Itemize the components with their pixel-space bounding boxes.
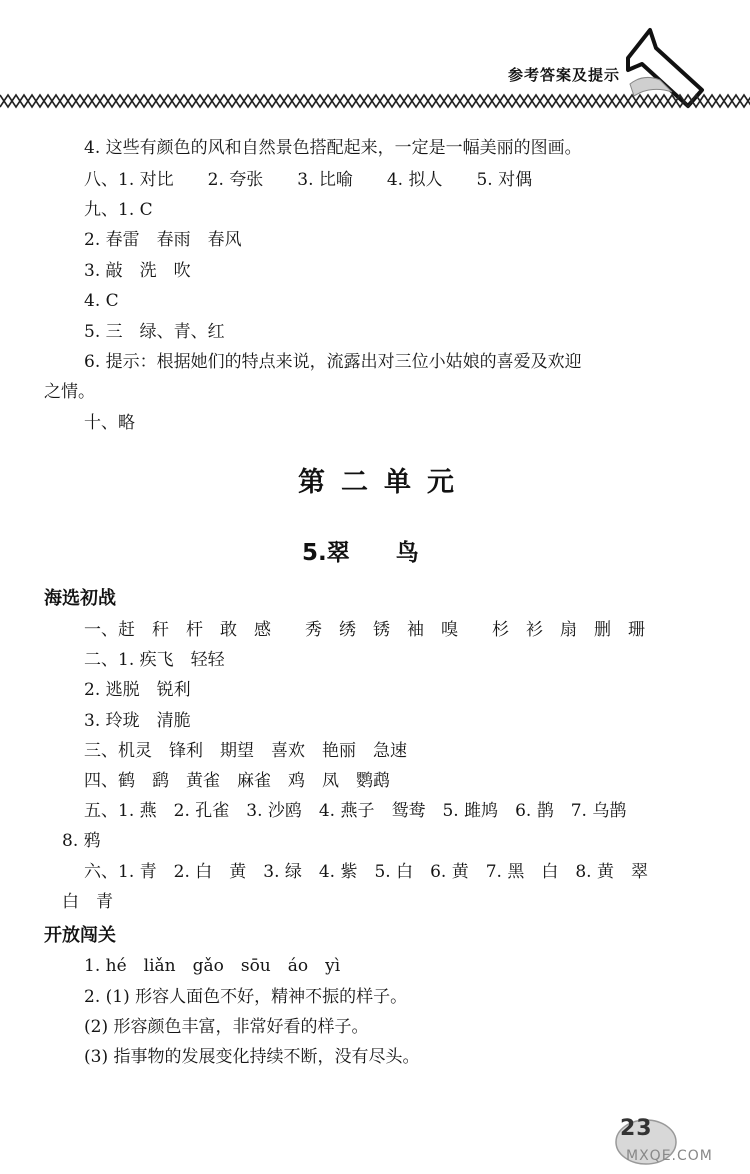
s1-line-6: 四、鹤 鹞 黄雀 麻雀 鸡 凤 鹦鹉 [84,771,390,791]
s1-line-8-cont: 白 青 [62,892,113,912]
s2-line-1: 1. hé liǎn gǎo sōu áo yì [84,956,341,976]
s1-line-3: 2. 逃脱 锐利 [84,680,191,700]
page-number: 23 [620,1116,653,1141]
lesson-title: 5.翠 鸟 [302,540,419,566]
answer-line-nine-5: 5. 三 绿、青、红 [84,322,225,342]
answer-line-ten: 十、略 [84,413,135,433]
section-heading-haixuan: 海选初战 [44,588,116,609]
s1-line-1: 一、赶 秆 杆 敢 感 秀 绣 锈 袖 嗅 杉 衫 扇 删 珊 [84,620,645,640]
s1-line-4: 3. 玲珑 清脆 [84,711,191,731]
s2-line-3: (2) 形容颜色丰富，非常好看的样子。 [84,1017,369,1037]
answer-line-4: 4. 这些有颜色的风和自然景色搭配起来，一定是一幅美丽的图画。 [84,138,582,158]
s1-line-2: 二、1. 疾飞 轻轻 [84,650,225,670]
answer-line-nine-6: 6. 提示：根据她们的特点来说，流露出对三位小姑娘的喜爱及欢迎 [84,352,582,372]
s1-line-7: 五、1. 燕 2. 孔雀 3. 沙鸥 4. 燕子 鸳鸯 5. 雎鸠 6. 鹊 7. 乌鹊 [84,801,627,821]
section-heading-kaifang: 开放闯关 [44,925,116,946]
unit-title: 第二单元 [298,467,470,498]
answer-line-nine-3: 3. 敲 洗 吹 [84,261,191,281]
watermark-text: MXQE.COM [626,1148,713,1164]
s2-line-4: (3) 指事物的发展变化持续不断，没有尽头。 [84,1047,420,1067]
s1-line-7-cont: 8. 鸦 [62,831,101,851]
s2-line-2: 2. (1) 形容人面色不好，精神不振的样子。 [84,987,408,1007]
header-zigzag-border [0,92,750,110]
s1-line-8: 六、1. 青 2. 白 黄 3. 绿 4. 紫 5. 白 6. 黄 7. 黑 白 8. 黄 翠 [84,862,648,882]
answer-line-nine-2: 2. 春雷 春雨 春风 [84,230,242,250]
answer-line-nine-6-cont: 之情。 [44,382,95,402]
s1-line-5: 三、机灵 锋利 期望 喜欢 艳丽 急速 [84,741,407,761]
answer-line-eight: 八、1. 对比 2. 夸张 3. 比喻 4. 拟人 5. 对偶 [84,170,533,190]
answer-line-nine-1: 九、1. C [84,200,153,220]
header-title: 参考答案及提示 [508,66,621,84]
answer-line-nine-4: 4. C [84,291,119,311]
